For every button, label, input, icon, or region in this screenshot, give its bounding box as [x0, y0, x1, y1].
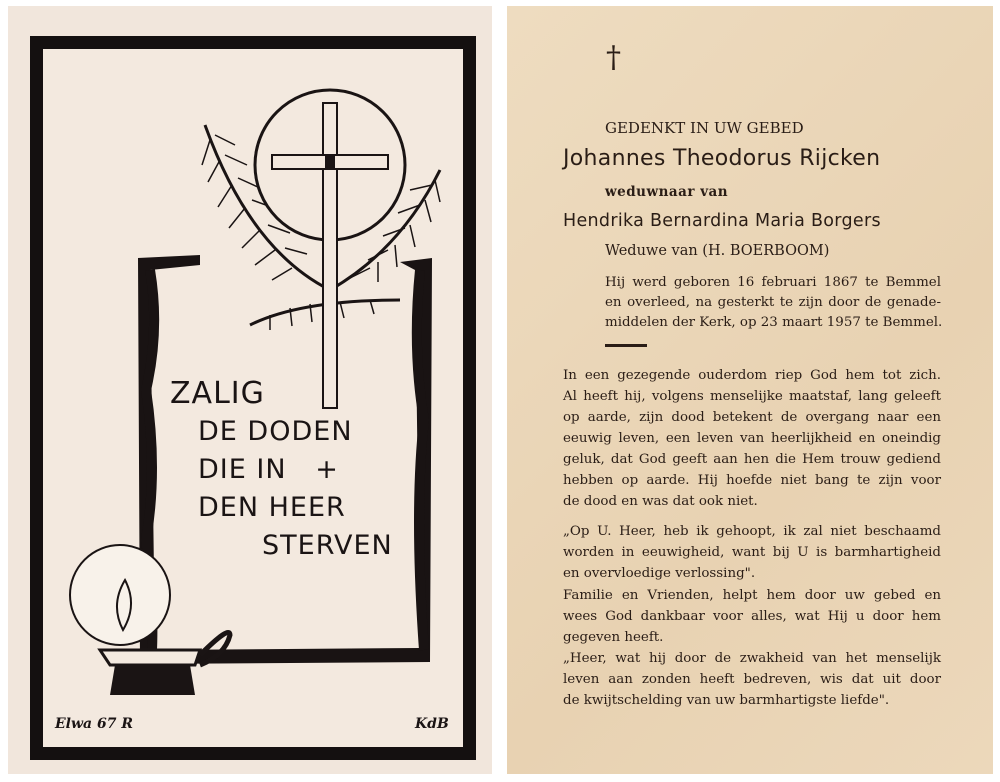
body-line: eeuwig leven, een leven van heerlijkheid en oneindig: [563, 431, 941, 446]
body-line: de kwijtschelding van uw barmhartigste liefde".: [563, 693, 890, 708]
motto-line: DEN HEER: [198, 492, 346, 523]
body-line: op aarde, zijn dood betekent de overgang naar een: [563, 410, 941, 425]
motto-line: DE DODEN: [198, 416, 353, 447]
artist-mark: KdB: [415, 716, 449, 732]
motto-line: ZALIG: [170, 376, 265, 411]
body-line: de dood en was dat ook niet.: [563, 494, 758, 509]
relation: weduwnaar van: [605, 184, 729, 200]
body-line: „Heer, wat hij door de zwakheid van het menselijk: [563, 651, 941, 666]
divider: [605, 344, 647, 347]
body-line: „Op U. Heer, heb ik gehoopt, ik zal niet beschaamd: [563, 524, 941, 539]
body-line: In een gezegende ouderdom riep God hem tot zich.: [563, 368, 941, 383]
body-line: leven aan zonden heeft bedreven, wis dat uit door: [563, 672, 941, 687]
body-line: en overvloedige verlossing".: [563, 566, 756, 581]
oil-lamp-icon: [70, 545, 230, 695]
spouse-name: Hendrika Bernardina Maria Borgers: [563, 211, 881, 231]
motto-line: DIE IN +: [198, 454, 339, 485]
deceased-name: Johannes Theodorus Rijcken: [563, 146, 881, 171]
cross-icon: †: [606, 40, 621, 75]
body-line: wees God dankbaar voor alles, wat Hij u door hem: [563, 609, 941, 624]
body-line: geluk, dat God geeft aan hen die Hem trouw gediend: [563, 452, 941, 467]
body-line: hebben op aarde. Hij hoefde niet bang te zijn voor: [563, 473, 941, 488]
bio-line: en overleed, na gesterkt te zijn door de genade-: [605, 295, 941, 310]
motto: [170, 375, 393, 565]
body-line: gegeven heeft.: [563, 630, 664, 645]
heading: GEDENKT IN UW GEBED: [605, 119, 804, 137]
printer-mark: Elwa 67 R: [55, 716, 133, 732]
body-line: Al heeft hij, volgens menselijke maatstaf, lang geleeft: [563, 389, 941, 404]
spouse-note: Weduwe van (H. BOERBOOM): [605, 243, 830, 259]
bio-line: middelen der Kerk, op 23 maart 1957 te Bemmel.: [605, 315, 943, 330]
body-line: worden in eeuwigheid, want bij U is barmhartigheid: [563, 545, 941, 560]
body-line: Familie en Vrienden, helpt hem door uw gebed en: [563, 588, 941, 603]
bio-line: Hij werd geboren 16 februari 1867 te Bemmel: [605, 275, 941, 290]
motto-line: STERVEN: [262, 530, 393, 561]
